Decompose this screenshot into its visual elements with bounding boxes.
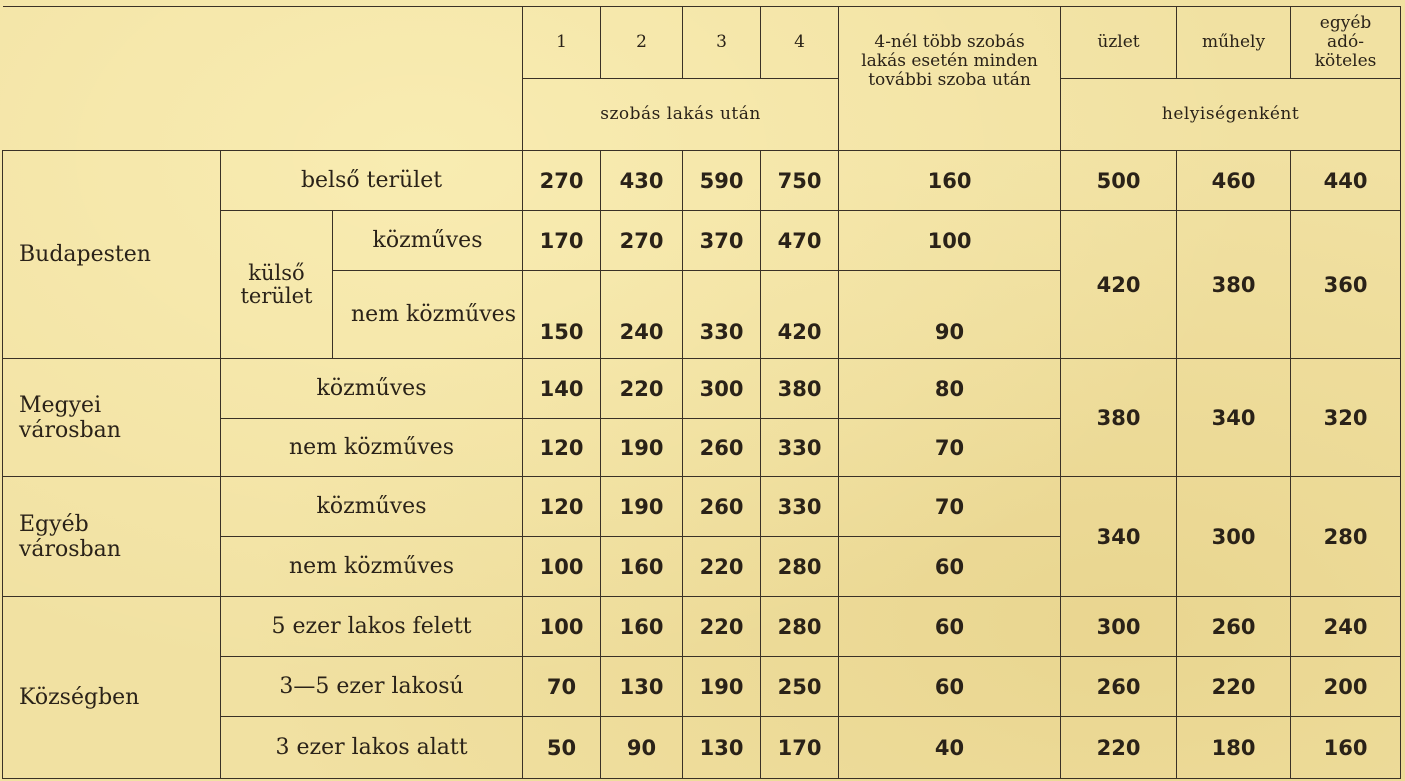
cell-value: 170 xyxy=(523,211,601,271)
label-belso-terulet: belső terület xyxy=(221,151,523,211)
cell-value: 420 xyxy=(1061,211,1177,359)
header-rooms-1: 1 xyxy=(523,7,601,79)
label-kozmuves: közműves xyxy=(221,359,523,419)
cell-value: 260 xyxy=(1177,597,1291,657)
cell-value: 420 xyxy=(761,271,839,359)
header-muhely: műhely xyxy=(1177,7,1291,79)
cell-value: 70 xyxy=(839,477,1061,537)
cell-value: 140 xyxy=(523,359,601,419)
cell-value: 460 xyxy=(1177,151,1291,211)
label-kozmuves: közműves xyxy=(221,477,523,537)
cell-value: 280 xyxy=(761,597,839,657)
cell-value: 370 xyxy=(683,211,761,271)
header-rooms-3: 3 xyxy=(683,7,761,79)
cell-value: 100 xyxy=(523,597,601,657)
cell-value: 120 xyxy=(523,419,601,477)
cell-value: 240 xyxy=(1291,597,1401,657)
cell-value: 220 xyxy=(1177,657,1291,717)
cell-value: 280 xyxy=(761,537,839,597)
cell-value: 90 xyxy=(839,271,1061,359)
cell-value: 340 xyxy=(1177,359,1291,477)
cell-value: 300 xyxy=(683,359,761,419)
cell-value: 470 xyxy=(761,211,839,271)
header-egyeb-adokoteles: egyéb adó-köteles xyxy=(1291,7,1401,79)
cell-value: 270 xyxy=(523,151,601,211)
cell-value: 240 xyxy=(601,271,683,359)
cell-value: 220 xyxy=(683,597,761,657)
header-rooms-4: 4 xyxy=(761,7,839,79)
cell-value: 60 xyxy=(839,657,1061,717)
label-kozmuves: közműves xyxy=(333,211,523,271)
region-kozsegben: Községben xyxy=(3,597,221,779)
cell-value: 330 xyxy=(683,271,761,359)
cell-value: 70 xyxy=(839,419,1061,477)
cell-value: 280 xyxy=(1291,477,1401,597)
cell-value: 300 xyxy=(1061,597,1177,657)
region-megyei-varosban: Megyei városban xyxy=(3,359,221,477)
cell-value: 300 xyxy=(1177,477,1291,597)
label-nem-kozmuves: nem közműves xyxy=(221,537,523,597)
cell-value: 380 xyxy=(1177,211,1291,359)
cell-value: 40 xyxy=(839,717,1061,779)
cell-value: 250 xyxy=(761,657,839,717)
cell-value: 200 xyxy=(1291,657,1401,717)
cell-value: 340 xyxy=(1061,477,1177,597)
cell-value: 260 xyxy=(683,477,761,537)
cell-value: 160 xyxy=(1291,717,1401,779)
cell-value: 430 xyxy=(601,151,683,211)
cell-value: 80 xyxy=(839,359,1061,419)
cell-value: 150 xyxy=(523,271,601,359)
cell-value: 190 xyxy=(601,477,683,537)
label-3-5-ezer: 3—5 ezer lakosú xyxy=(221,657,523,717)
cell-value: 50 xyxy=(523,717,601,779)
cell-value: 590 xyxy=(683,151,761,211)
cell-value: 190 xyxy=(683,657,761,717)
label-kulso-terulet: külső terület xyxy=(221,211,333,359)
cell-value: 170 xyxy=(761,717,839,779)
cell-value: 380 xyxy=(761,359,839,419)
header-uzlet: üzlet xyxy=(1061,7,1177,79)
cell-value: 220 xyxy=(683,537,761,597)
cell-value: 70 xyxy=(523,657,601,717)
label-5-ezer-felett: 5 ezer lakos felett xyxy=(221,597,523,657)
cell-value: 100 xyxy=(839,211,1061,271)
region-budapest: Budapesten xyxy=(3,151,221,359)
cell-value: 380 xyxy=(1061,359,1177,477)
header-premises-group: helyiségenként xyxy=(1061,79,1401,151)
cell-value: 270 xyxy=(601,211,683,271)
cell-value: 220 xyxy=(1061,717,1177,779)
cell-value: 60 xyxy=(839,597,1061,657)
cell-value: 220 xyxy=(601,359,683,419)
label-nem-kozmuves: nem közműves xyxy=(333,271,523,359)
cell-value: 160 xyxy=(839,151,1061,211)
cell-value: 120 xyxy=(523,477,601,537)
cell-value: 100 xyxy=(523,537,601,597)
cell-value: 260 xyxy=(1061,657,1177,717)
cell-value: 330 xyxy=(761,477,839,537)
label-3-ezer-alatt: 3 ezer lakos alatt xyxy=(221,717,523,779)
cell-value: 260 xyxy=(683,419,761,477)
cell-value: 60 xyxy=(839,537,1061,597)
cell-value: 440 xyxy=(1291,151,1401,211)
header-rooms-2: 2 xyxy=(601,7,683,79)
cell-value: 320 xyxy=(1291,359,1401,477)
header-more-rooms: 4-nél több szobás lakás esetén minden további szoba után xyxy=(839,7,1061,151)
region-egyeb-varosban: Egyéb városban xyxy=(3,477,221,597)
cell-value: 500 xyxy=(1061,151,1177,211)
header-corner xyxy=(3,7,523,151)
label-nem-kozmuves: nem közműves xyxy=(221,419,523,477)
cell-value: 90 xyxy=(601,717,683,779)
cell-value: 160 xyxy=(601,597,683,657)
cell-value: 190 xyxy=(601,419,683,477)
tax-rate-table xyxy=(2,6,1401,779)
cell-value: 330 xyxy=(761,419,839,477)
cell-value: 160 xyxy=(601,537,683,597)
header-flat-group: szobás lakás után xyxy=(523,79,839,151)
cell-value: 750 xyxy=(761,151,839,211)
cell-value: 130 xyxy=(601,657,683,717)
cell-value: 360 xyxy=(1291,211,1401,359)
cell-value: 180 xyxy=(1177,717,1291,779)
cell-value: 130 xyxy=(683,717,761,779)
